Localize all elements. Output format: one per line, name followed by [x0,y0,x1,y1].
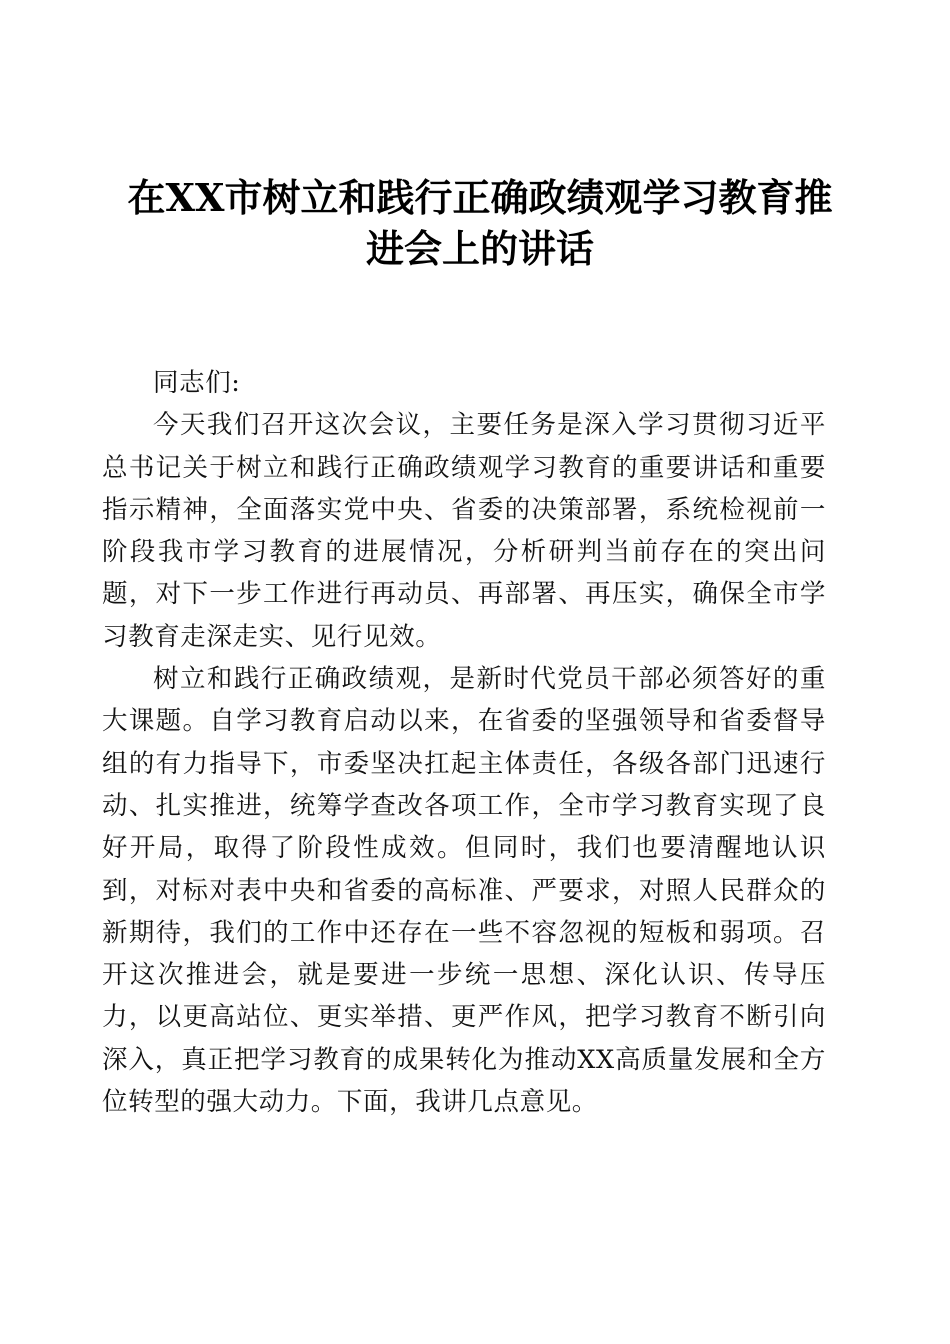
paragraph-1: 今天我们召开这次会议，主要任务是深入学习贯彻习近平总书记关于树立和践行正确政绩观学习教育的重要讲话和重要指示精神，全面落实党中央、省委的决策部署，系统检视前一阶段我市学习教育的进展情况，分析研判当前存在的突出问题，对下一步工作进行再动员、再部署、再压实，确保全市学习教育走深走实、见行见效。 [102,410,826,652]
salutation: 同志们: [153,368,241,398]
paragraph-2: 树立和践行正确政绩观，是新时代党员干部必须答好的重大课题。自学习教育启动以来，在省委的坚强领导和省委督导组的有力指导下，市委坚决扛起主体责任，各级各部门迅速行动、扎实推进，统筹学查改各项工作，全市学习教育实现了良好开局，取得了阶段性成效。但同时，我们也要清醒地认识到，对标对表中央和省委的高标准、严要求，对照人民群众的新期待，我们的工作中还存在一些不容忽视的短板和弱项。召开这次推进会，就是要进一步统一思想、深化认识、传导压力，以更高站位、更实举措、更严作风，把学习教育不断引向深入，真正把学习教育的成果转化为推动XX高质量发展和全方位转型的强大动力。下面，我讲几点意见。 [102,664,826,1118]
document-title: 在XX市树立和践行正确政绩观学习教育推进会上的讲话 [127,175,833,271]
document-body [102,362,826,1123]
